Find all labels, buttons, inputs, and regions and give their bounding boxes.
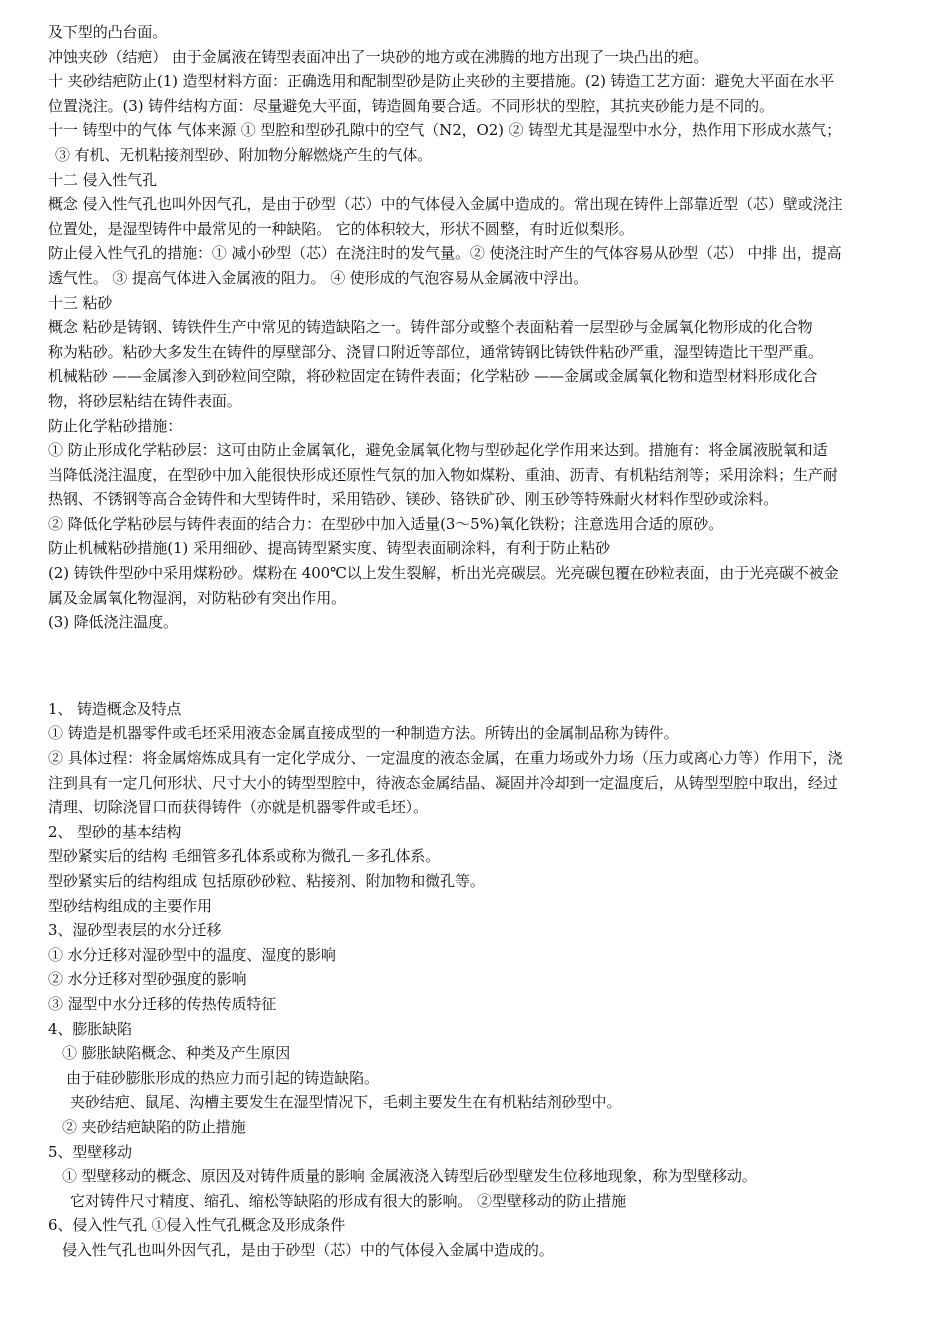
text-line: 及下型的凸台面。: [48, 23, 168, 41]
text-line: ③ 湿型中水分迁移的传热传质特征: [48, 994, 277, 1013]
text-line: 十一 铸型中的气体 气体来源 ① 型腔和型砂孔隙中的空气（N2，O2) ② 铸型尤其是湿型中水分，热作用下形成水蒸气；: [48, 121, 842, 140]
text-line: ② 水分迁移对型砂强度的影响: [48, 970, 247, 989]
text-line: 属及金属氧化物湿润，对防粘砂有突出作用。: [48, 588, 347, 607]
section-heading: 十二 侵入性气孔: [48, 170, 157, 189]
text-line: ② 夹砂结疤缺陷的防止措施: [62, 1117, 246, 1136]
section-heading: 6、侵入性气孔 ①侵入性气孔概念及形成条件: [48, 1216, 346, 1235]
section-casting-basics: [48, 697, 910, 1263]
text-line: 位置浇注。(3) 铸件结构方面：尽量避免大平面，铸造圆角要合适。不同形状的型腔，其抗夹砂能力是不同的。: [48, 96, 774, 115]
text-line: ② 降低化学粘砂层与铸件表面的结合力：在型砂中加入适量(3～5%)氧化铁粉；注意选用合适的原砂。: [48, 514, 724, 533]
text-line: 型砂紧实后的结构 毛细管多孔体系或称为微孔－多孔体系。: [48, 847, 441, 866]
section-heading: 1、 铸造概念及特点: [48, 699, 182, 718]
section-heading: 十三 粘砂: [48, 293, 113, 312]
section-heading: 4、膨胀缺陷: [48, 1019, 132, 1038]
text-line: 防止侵入性气孔的措施：① 减小砂型（芯）在浇注时的发气量。② 使浇注时产生的气体容易从砂型（芯） 中排 出，提高: [48, 244, 842, 263]
text-line: 夹砂结疤、鼠尾、沟槽主要发生在湿型情况下，毛刺主要发生在有机粘结剂砂型中。: [70, 1093, 622, 1112]
text-line: ① 型壁移动的概念、原因及对铸件质量的影响 金属液浇入铸型后砂型壁发生位移地现象，称为型壁移动。: [62, 1167, 757, 1186]
text-line: 概念 侵入性气孔也叫外因气孔，是由于砂型（芯）中的气体侵入金属中造成的。常出现在铸件上部靠近型（芯）壁或浇注: [48, 195, 843, 214]
section-casting-defects: [48, 20, 910, 635]
text-line: 冲蚀夹砂（结疤） 由于金属液在铸型表面冲出了一块砂的地方或在沸腾的地方出现了一块凸出的疤。: [48, 47, 709, 66]
text-line: ① 水分迁移对湿砂型中的温度、湿度的影响: [48, 945, 336, 964]
text-line: (3) 降低浇注温度。: [48, 613, 178, 632]
text-line: ① 膨胀缺陷概念、种类及产生原因: [62, 1044, 291, 1063]
text-line: 十 夹砂结疤防止(1) 造型材料方面：正确选用和配制型砂是防止夹砂的主要措施。(2) 铸造工艺方面：避免大平面在水平: [48, 72, 835, 91]
text-line: 它对铸件尺寸精度、缩孔、缩松等缺陷的形成有很大的影响。 ②型壁移动的防止措施: [70, 1191, 626, 1210]
text-line: (2) 铸铁件型砂中采用煤粉砂。煤粉在 400℃以上发生裂解，析出光亮碳层。光亮碳包覆在砂粒表面，由于光亮碳不被金: [48, 564, 839, 583]
section-heading: 5、型壁移动: [48, 1142, 132, 1161]
text-line: 型砂紧实后的结构组成 包括原砂砂粒、粘接剂、附加物和微孔等。: [48, 872, 485, 890]
text-line: 型砂结构组成的主要作用: [48, 896, 212, 915]
text-line: ① 防止形成化学粘砂层：这可由防止金属氧化，避免金属氧化物与型砂起化学作用来达到。措施有：将金属液脱氧和适: [48, 441, 828, 460]
text-line: 由于硅砂膨胀形成的热应力而引起的铸造缺陷。: [66, 1068, 379, 1087]
text-line: ③ 有机、无机粘接剂型砂、附加物分解燃烧产生的气体。: [55, 145, 433, 164]
text-line: 机械粘砂 ——金属渗入到砂粒间空隙，将砂粒固定在铸件表面；化学粘砂 ——金属或金属氧化物和造型材料形成化合: [48, 367, 818, 386]
text-line: 透气性。 ③ 提高气体进入金属液的阻力。 ④ 使形成的气泡容易从金属液中浮出。: [48, 268, 589, 287]
text-line: 物，将砂层粘结在铸件表面。: [48, 391, 242, 410]
text-line: ① 铸造是机器零件或毛坯采用液态金属直接成型的一种制造方法。所铸出的金属制品称为铸件。: [48, 724, 679, 743]
text-line: 位置处，是湿型铸件中最常见的一种缺陷。 它的体积较大，形状不圆整，有时近似梨形。: [48, 219, 634, 238]
text-line: ② 具体过程：将金属熔炼成具有一定化学成分、一定温度的液态金属，在重力场或外力场（压力或离心力等）作用下，浇: [48, 749, 843, 768]
text-line: 清理、切除浇冒口而获得铸件（亦就是机器零件或毛坯）。: [48, 798, 428, 817]
text-line: 侵入性气孔也叫外因气孔，是由于砂型（芯）中的气体侵入金属中造成的。: [62, 1240, 554, 1259]
text-line: 注到具有一定几何形状、尺寸大小的铸型型腔中，待液态金属结晶、凝固并冷却到一定温度后，从铸型型腔中取出，经过: [48, 773, 838, 792]
section-heading: 2、 型砂的基本结构: [48, 822, 182, 841]
text-line: 防止机械粘砂措施(1) 采用细砂、提高铸型紧实度、铸型表面刷涂料，有利于防止粘砂: [48, 539, 611, 558]
text-line: 概念 粘砂是铸钢、铸铁件生产中常见的铸造缺陷之一。铸件部分或整个表面粘着一层型砂与金属氧化物形成的化合物: [48, 318, 813, 337]
text-line: 称为粘砂。粘砂大多发生在铸件的厚壁部分、浇冒口附近等部位，通常铸钢比铸铁件粘砂严重，湿型铸造比干型严重。: [48, 342, 823, 361]
text-line: 热钢、不锈钢等高合金铸件和大型铸件时，采用锆砂、镁砂、铬铁矿砂、刚玉砂等特殊耐火材料作型砂或涂料。: [48, 490, 779, 509]
text-line: 防止化学粘砂措施：: [48, 416, 183, 435]
section-heading: 3、湿砂型表层的水分迁移: [48, 921, 222, 940]
text-line: 当降低浇注温度，在型砂中加入能很快形成还原性气氛的加入物如煤粉、重油、沥青、有机粘结剂等；采用涂料；生产耐: [48, 465, 838, 484]
section-gap: [48, 635, 910, 697]
